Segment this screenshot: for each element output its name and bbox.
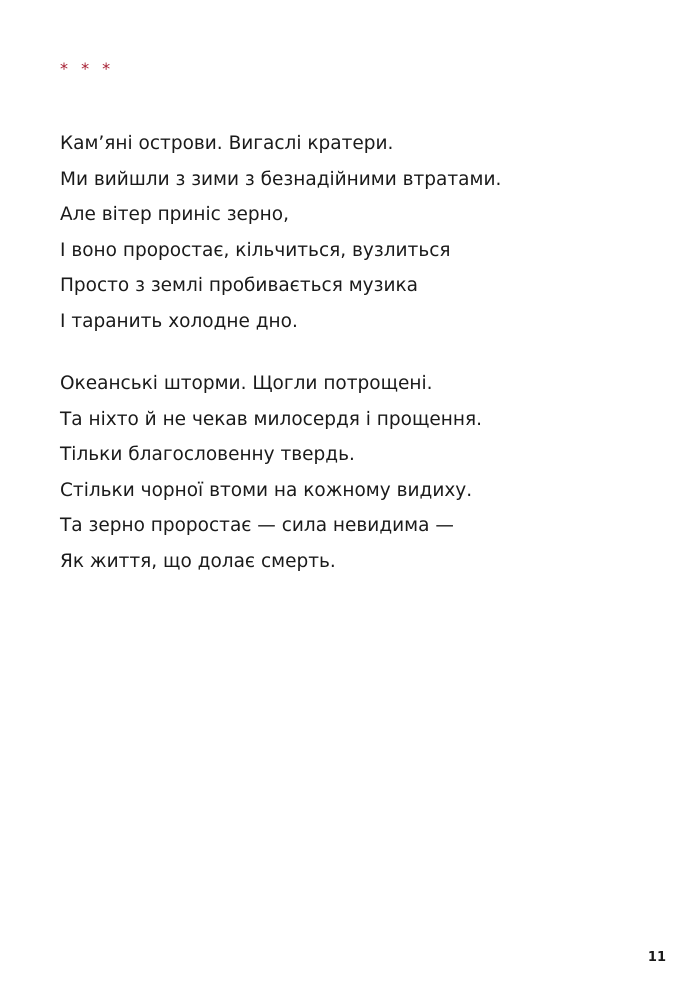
- poem-line: Кам’яні острови. Вигаслі кратери.: [60, 133, 394, 154]
- poem-line: Тільки благословенну твердь.: [60, 444, 355, 465]
- stanza-2: [60, 366, 482, 579]
- poem-line: Просто з землі пробивається музика: [60, 275, 418, 296]
- section-asterisks: * * *: [60, 59, 115, 78]
- poem-line: І таранить холодне дно.: [60, 310, 298, 332]
- stanza-1: [60, 126, 501, 339]
- poem-line: І воно проростає, кільчиться, вузлиться: [60, 239, 451, 261]
- poem-line: Але вітер приніс зерно,: [60, 204, 289, 225]
- poem-line: Та зерно проростає — сила невидима —: [60, 515, 454, 536]
- poem-line: Ми вийшли з зими з безнадійними втратами.: [60, 168, 502, 190]
- page-number: 11: [647, 950, 666, 965]
- poem-line: Океанські шторми. Щогли потрощені.: [60, 373, 433, 394]
- poem-line: Як життя, що долає смерть.: [60, 550, 336, 572]
- poem-line: Стільки чорної втоми на кожному видиху.: [60, 479, 473, 501]
- poem-line: Та ніхто й не чекав милосердя і прощення.: [60, 408, 482, 430]
